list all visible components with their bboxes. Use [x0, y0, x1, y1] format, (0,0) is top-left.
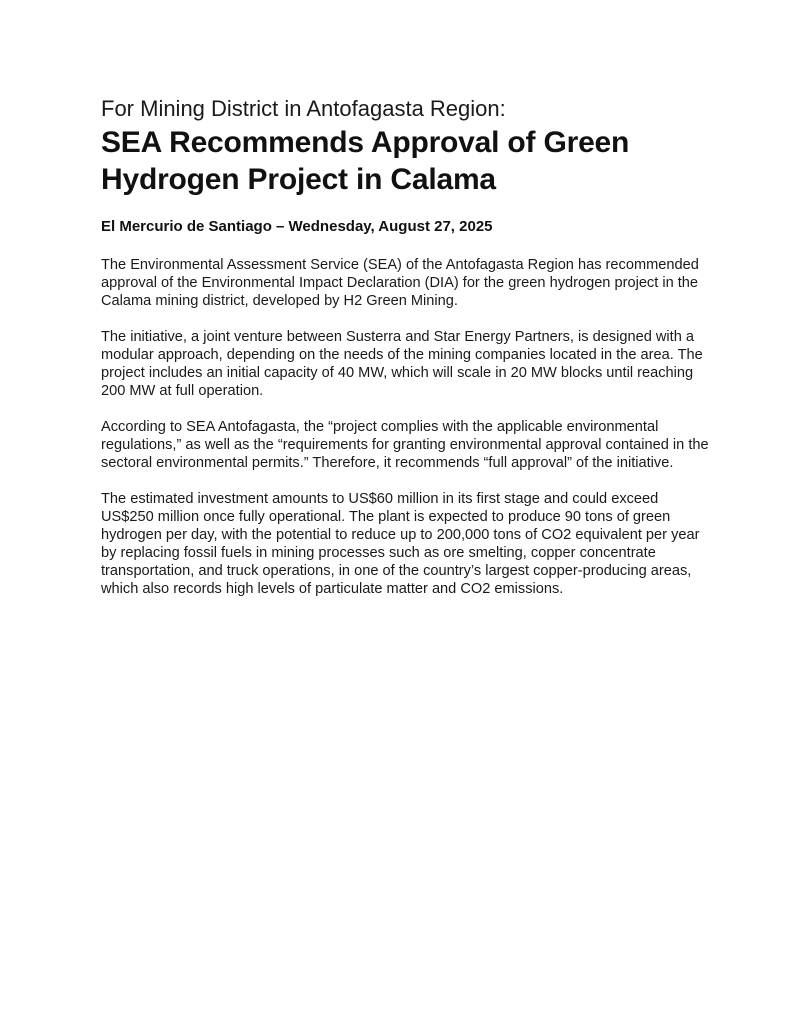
article-paragraph-3: According to SEA Antofagasta, the “project complies with the applicable environmental regulations,” as well as the “requirements for granting environmental approval contained in the sectoral environmental permits.” Therefore, it recommends “full approval” of the initiative. — [101, 419, 709, 471]
article-paragraph-4: The estimated investment amounts to US$60 million in its first stage and could exceed US$250 million once fully operational. The plant is expected to produce 90 tons of green hydrogen per day, with the potential to reduce up to 200,000 tons of CO2 equivalent per year by replacing fossil fuels in mining processes such as ore smelting, copper concentrate transportation, and truck operations, in one of the country’s largest copper-producing areas, which also records high levels of particulate matter and CO2 emissions. — [101, 491, 700, 597]
article-kicker: For Mining District in Antofagasta Region: — [101, 96, 506, 121]
article-page — [101, 96, 713, 598]
article-byline: El Mercurio de Santiago – Wednesday, August 27, 2025 — [101, 218, 493, 235]
article-paragraph-1: The Environmental Assessment Service (SEA) of the Antofagasta Region has recommended approval of the Environmental Impact Declaration (DIA) for the green hydrogen project in the Calama mining district, developed by H2 Green Mining. — [101, 257, 699, 309]
article-headline: SEA Recommends Approval of Green Hydrogen Project in Calama — [101, 126, 630, 196]
article-paragraph-2: The initiative, a joint venture between Susterra and Star Energy Partners, is designed with a modular approach, depending on the needs of the mining companies located in the area. The project includes an initial capacity of 40 MW, which will scale in 20 MW blocks until reaching 200 MW at full operation. — [101, 329, 703, 399]
